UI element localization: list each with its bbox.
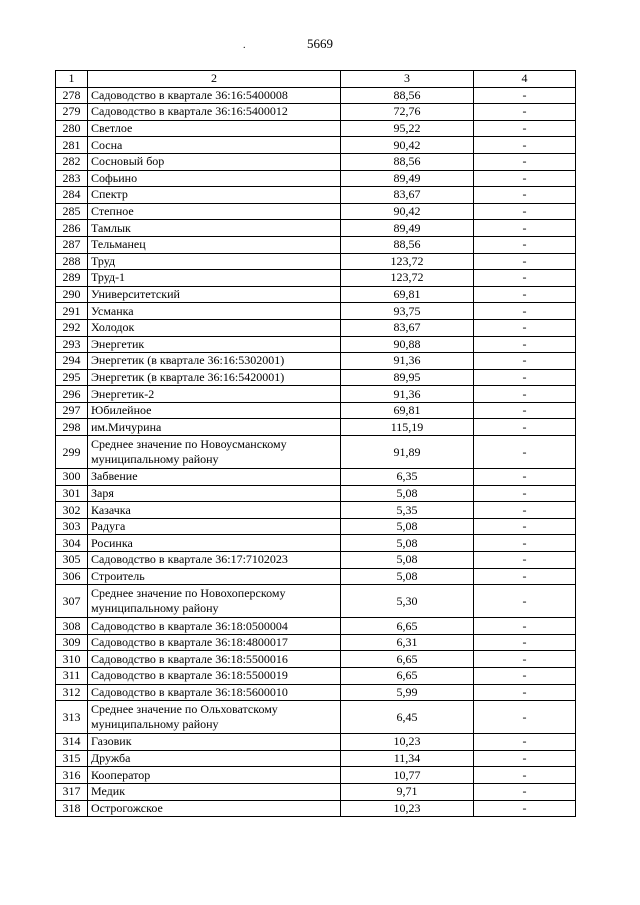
row-number: 311 <box>56 668 88 685</box>
row-value: 91,36 <box>341 386 474 403</box>
row-name: Энергетик-2 <box>88 386 341 403</box>
row-number: 294 <box>56 353 88 370</box>
row-col4: - <box>474 783 576 800</box>
row-col4: - <box>474 286 576 303</box>
row-number: 278 <box>56 87 88 104</box>
row-value: 11,34 <box>341 750 474 767</box>
page-number: 5669 <box>307 36 333 51</box>
row-name: Светлое <box>88 120 341 137</box>
row-value: 123,72 <box>341 270 474 287</box>
row-col4: - <box>474 253 576 270</box>
row-name: Газовик <box>88 734 341 751</box>
row-value: 10,23 <box>341 800 474 817</box>
row-name: Садоводство в квартале 36:18:5600010 <box>88 684 341 701</box>
row-number: 288 <box>56 253 88 270</box>
table-row <box>56 734 576 751</box>
row-number: 312 <box>56 684 88 701</box>
row-col4: - <box>474 734 576 751</box>
row-number: 316 <box>56 767 88 784</box>
row-name: Энергетик (в квартале 36:16:5420001) <box>88 369 341 386</box>
table-row <box>56 535 576 552</box>
row-name: Университетский <box>88 286 341 303</box>
row-value: 5,08 <box>341 535 474 552</box>
row-value: 5,30 <box>341 585 474 618</box>
row-col4: - <box>474 386 576 403</box>
row-value: 6,65 <box>341 651 474 668</box>
row-col4: - <box>474 236 576 253</box>
row-number: 303 <box>56 518 88 535</box>
row-name: Садоводство в квартале 36:18:4800017 <box>88 634 341 651</box>
row-name: Садоводство в квартале 36:18:5500019 <box>88 668 341 685</box>
row-col4: - <box>474 469 576 486</box>
row-number: 307 <box>56 585 88 618</box>
row-col4: - <box>474 800 576 817</box>
row-col4: - <box>474 187 576 204</box>
table-row <box>56 419 576 436</box>
row-value: 9,71 <box>341 783 474 800</box>
table-row <box>56 220 576 237</box>
row-number: 300 <box>56 469 88 486</box>
table-row <box>56 369 576 386</box>
table-row <box>56 286 576 303</box>
row-col4: - <box>474 270 576 287</box>
table-row <box>56 353 576 370</box>
row-col4: - <box>474 618 576 635</box>
row-number: 291 <box>56 303 88 320</box>
row-col4: - <box>474 353 576 370</box>
row-number: 279 <box>56 104 88 121</box>
table-row <box>56 684 576 701</box>
row-number: 293 <box>56 336 88 353</box>
row-name: Труд <box>88 253 341 270</box>
table-row <box>56 552 576 569</box>
row-col4: - <box>474 750 576 767</box>
row-col4: - <box>474 485 576 502</box>
row-value: 93,75 <box>341 303 474 320</box>
table-row <box>56 236 576 253</box>
row-number: 310 <box>56 651 88 668</box>
row-col4: - <box>474 303 576 320</box>
table-row <box>56 87 576 104</box>
row-name: Труд-1 <box>88 270 341 287</box>
row-number: 289 <box>56 270 88 287</box>
table-row <box>56 585 576 618</box>
row-name: Радуга <box>88 518 341 535</box>
row-number: 296 <box>56 386 88 403</box>
row-value: 91,89 <box>341 436 474 469</box>
row-name: Кооператор <box>88 767 341 784</box>
row-name: Садоводство в квартале 36:17:7102023 <box>88 552 341 569</box>
row-col4: - <box>474 137 576 154</box>
table-row <box>56 137 576 154</box>
row-number: 285 <box>56 203 88 220</box>
row-name: Садоводство в квартале 36:18:0500004 <box>88 618 341 635</box>
table-row <box>56 303 576 320</box>
row-value: 88,56 <box>341 87 474 104</box>
row-col4: - <box>474 535 576 552</box>
row-col4: - <box>474 120 576 137</box>
row-name: Садоводство в квартале 36:18:5500016 <box>88 651 341 668</box>
table-row <box>56 319 576 336</box>
table-row <box>56 701 576 734</box>
row-value: 88,56 <box>341 153 474 170</box>
table-row <box>56 170 576 187</box>
table-row <box>56 386 576 403</box>
row-name: Холодок <box>88 319 341 336</box>
row-value: 69,81 <box>341 402 474 419</box>
row-col4: - <box>474 684 576 701</box>
row-value: 6,65 <box>341 618 474 635</box>
row-value: 83,67 <box>341 187 474 204</box>
row-col4: - <box>474 634 576 651</box>
row-value: 95,22 <box>341 120 474 137</box>
table-row <box>56 668 576 685</box>
row-value: 123,72 <box>341 253 474 270</box>
data-table <box>55 70 576 817</box>
page-mark: . <box>243 40 246 51</box>
row-name: Росинка <box>88 535 341 552</box>
row-value: 10,23 <box>341 734 474 751</box>
row-value: 88,56 <box>341 236 474 253</box>
header-col-4: 4 <box>474 71 576 88</box>
row-value: 6,31 <box>341 634 474 651</box>
table-row <box>56 783 576 800</box>
row-name: Среднее значение по Новохоперскому муниципальному району <box>88 585 341 618</box>
row-col4: - <box>474 651 576 668</box>
row-name: Казачка <box>88 502 341 519</box>
header-col-2: 2 <box>88 71 341 88</box>
row-col4: - <box>474 419 576 436</box>
row-value: 89,49 <box>341 220 474 237</box>
row-number: 299 <box>56 436 88 469</box>
row-value: 90,42 <box>341 137 474 154</box>
row-name: Острогожское <box>88 800 341 817</box>
row-name: Сосновый бор <box>88 153 341 170</box>
row-number: 308 <box>56 618 88 635</box>
row-col4: - <box>474 701 576 734</box>
row-number: 317 <box>56 783 88 800</box>
table-row <box>56 436 576 469</box>
row-col4: - <box>474 369 576 386</box>
table-row <box>56 402 576 419</box>
row-number: 301 <box>56 485 88 502</box>
header-col-3: 3 <box>341 71 474 88</box>
row-value: 89,95 <box>341 369 474 386</box>
row-col4: - <box>474 336 576 353</box>
row-name: Среднее значение по Ольховатскому муниципальному району <box>88 701 341 734</box>
table-row <box>56 469 576 486</box>
row-value: 5,08 <box>341 552 474 569</box>
table-row <box>56 153 576 170</box>
row-number: 284 <box>56 187 88 204</box>
row-name: Тельманец <box>88 236 341 253</box>
row-col4: - <box>474 402 576 419</box>
row-value: 6,35 <box>341 469 474 486</box>
row-name: Тамлык <box>88 220 341 237</box>
row-name: Забвение <box>88 469 341 486</box>
row-value: 83,67 <box>341 319 474 336</box>
row-value: 5,08 <box>341 518 474 535</box>
row-name: Сосна <box>88 137 341 154</box>
row-name: Степное <box>88 203 341 220</box>
table-row <box>56 485 576 502</box>
row-value: 90,88 <box>341 336 474 353</box>
row-col4: - <box>474 203 576 220</box>
table-row <box>56 750 576 767</box>
row-value: 6,65 <box>341 668 474 685</box>
table-row <box>56 618 576 635</box>
row-number: 298 <box>56 419 88 436</box>
row-value: 89,49 <box>341 170 474 187</box>
table-header-row <box>56 71 576 88</box>
row-name: Заря <box>88 485 341 502</box>
row-col4: - <box>474 319 576 336</box>
row-value: 72,76 <box>341 104 474 121</box>
table-row <box>56 800 576 817</box>
row-number: 292 <box>56 319 88 336</box>
row-col4: - <box>474 585 576 618</box>
row-col4: - <box>474 518 576 535</box>
row-col4: - <box>474 104 576 121</box>
row-name: Энергетик (в квартале 36:16:5302001) <box>88 353 341 370</box>
row-number: 295 <box>56 369 88 386</box>
row-number: 281 <box>56 137 88 154</box>
row-number: 313 <box>56 701 88 734</box>
row-number: 302 <box>56 502 88 519</box>
row-number: 315 <box>56 750 88 767</box>
row-number: 306 <box>56 568 88 585</box>
table-row <box>56 187 576 204</box>
table-row <box>56 203 576 220</box>
row-number: 282 <box>56 153 88 170</box>
table-row <box>56 651 576 668</box>
row-number: 286 <box>56 220 88 237</box>
row-number: 280 <box>56 120 88 137</box>
row-name: Энергетик <box>88 336 341 353</box>
table-row <box>56 518 576 535</box>
table-row <box>56 270 576 287</box>
row-col4: - <box>474 502 576 519</box>
row-col4: - <box>474 87 576 104</box>
table-row <box>56 767 576 784</box>
row-number: 314 <box>56 734 88 751</box>
table-body <box>56 71 576 817</box>
row-value: 5,08 <box>341 568 474 585</box>
row-value: 5,08 <box>341 485 474 502</box>
row-name: Строитель <box>88 568 341 585</box>
row-name: Усманка <box>88 303 341 320</box>
row-number: 287 <box>56 236 88 253</box>
header-col-1: 1 <box>56 71 88 88</box>
row-col4: - <box>474 436 576 469</box>
row-number: 309 <box>56 634 88 651</box>
row-value: 91,36 <box>341 353 474 370</box>
row-name: Дружба <box>88 750 341 767</box>
row-value: 5,99 <box>341 684 474 701</box>
table-row <box>56 634 576 651</box>
row-value: 69,81 <box>341 286 474 303</box>
row-name: Юбилейное <box>88 402 341 419</box>
row-value: 6,45 <box>341 701 474 734</box>
row-number: 290 <box>56 286 88 303</box>
row-name: Медик <box>88 783 341 800</box>
row-value: 115,19 <box>341 419 474 436</box>
row-number: 304 <box>56 535 88 552</box>
row-value: 90,42 <box>341 203 474 220</box>
row-col4: - <box>474 767 576 784</box>
table-row <box>56 120 576 137</box>
row-number: 318 <box>56 800 88 817</box>
row-col4: - <box>474 568 576 585</box>
row-name: Софьино <box>88 170 341 187</box>
row-col4: - <box>474 552 576 569</box>
row-name: Спектр <box>88 187 341 204</box>
row-col4: - <box>474 170 576 187</box>
row-name: Садоводство в квартале 36:16:5400008 <box>88 87 341 104</box>
table-row <box>56 253 576 270</box>
table-row <box>56 568 576 585</box>
row-col4: - <box>474 668 576 685</box>
row-number: 297 <box>56 402 88 419</box>
table-row <box>56 336 576 353</box>
row-value: 10,77 <box>341 767 474 784</box>
row-value: 5,35 <box>341 502 474 519</box>
row-number: 283 <box>56 170 88 187</box>
table-row <box>56 104 576 121</box>
row-name: Среднее значение по Новоусманскому муниципальному району <box>88 436 341 469</box>
table-row <box>56 502 576 519</box>
row-name: им.Мичурина <box>88 419 341 436</box>
row-col4: - <box>474 153 576 170</box>
row-col4: - <box>474 220 576 237</box>
row-name: Садоводство в квартале 36:16:5400012 <box>88 104 341 121</box>
row-number: 305 <box>56 552 88 569</box>
